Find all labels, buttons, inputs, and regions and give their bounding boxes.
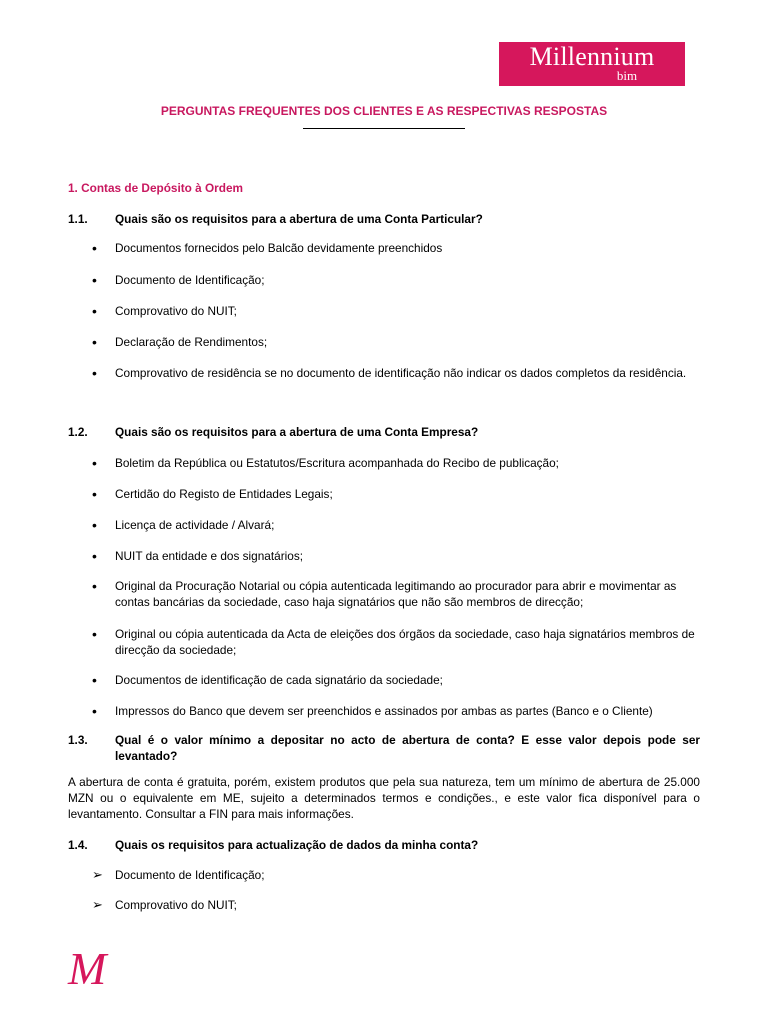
- bullet-icon: •: [92, 672, 97, 688]
- list-item: NUIT da entidade e dos signatários;: [115, 549, 303, 563]
- bullet-icon: •: [92, 578, 97, 594]
- list-item: Documento de Identificação;: [115, 273, 265, 287]
- bullet-icon: •: [92, 303, 97, 319]
- arrow-bullet-icon: ➢: [92, 867, 103, 882]
- logo-brand-text: Millennium: [529, 42, 655, 71]
- page-title: PERGUNTAS FREQUENTES DOS CLIENTES E AS RESPECTIVAS RESPOSTAS: [160, 104, 608, 118]
- question-text: Quais são os requisitos para a abertura de uma Conta Empresa?: [115, 425, 479, 439]
- question-number: 1.2.: [68, 425, 88, 439]
- list-item: Boletim da República ou Estatutos/Escritura acompanhada do Recibo de publicação;: [115, 456, 559, 470]
- list-item: Declaração de Rendimentos;: [115, 335, 268, 349]
- bullet-icon: •: [92, 334, 97, 350]
- list-item: Comprovativo do NUIT;: [115, 304, 237, 318]
- list-item: Original da Procuração Notarial ou cópia autenticada legitimando ao procurador para abrir e movimentar as contas bancárias da sociedade, caso haja signatários que não são membros de direcção;: [115, 579, 677, 609]
- answer-paragraph: A abertura de conta é gratuita, porém, existem produtos que pela sua natureza, tem um mínimo de abertura de 25.000 MZN ou o equivalente em ME, sujeito a determinados termos e condições., e este valor fica disponível para o levantamento. Consultar a FIN para mais informações.: [68, 775, 700, 821]
- list-item: Certidão do Registo de Entidades Legais;: [115, 487, 333, 501]
- question-number: 1.4.: [68, 838, 88, 852]
- list-item: Documentos de identificação de cada signatário da sociedade;: [115, 673, 443, 687]
- arrow-bullet-icon: ➢: [92, 897, 103, 912]
- section-heading: 1. Contas de Depósito à Ordem: [68, 181, 244, 195]
- bullet-icon: •: [92, 486, 97, 502]
- title-underline: [303, 128, 465, 129]
- question-text: Quais os requisitos para actualização de dados da minha conta?: [115, 838, 479, 852]
- bullet-icon: •: [92, 240, 97, 256]
- bullet-icon: •: [92, 626, 97, 642]
- list-item: Comprovativo do NUIT;: [115, 898, 237, 912]
- list-item: Documento de Identificação;: [115, 868, 265, 882]
- list-item: Original ou cópia autenticada da Acta de eleições dos órgãos da sociedade, caso haja signatários membros de direcção da sociedade;: [115, 627, 695, 657]
- list-item: Comprovativo de residência se no documento de identificação não indicar os dados completos da residência.: [115, 366, 687, 380]
- bullet-icon: •: [92, 517, 97, 533]
- bullet-icon: •: [92, 365, 97, 381]
- millennium-bim-logo: [499, 42, 685, 86]
- question-text: Qual é o valor mínimo a depositar no acto de abertura de conta? E esse valor depois pode ser levantado?: [115, 733, 700, 763]
- question-number: 1.3.: [68, 733, 88, 747]
- question-text: Quais são os requisitos para a abertura de uma Conta Particular?: [115, 212, 483, 226]
- millennium-m-logo-icon: M: [68, 943, 107, 994]
- logo-sub-text: bim: [616, 68, 638, 83]
- list-item: Licença de actividade / Alvará;: [115, 518, 275, 532]
- list-item: Documentos fornecidos pelo Balcão devidamente preenchidos: [115, 241, 443, 255]
- bullet-icon: •: [92, 455, 97, 471]
- bullet-icon: •: [92, 703, 97, 719]
- question-number: 1.1.: [68, 212, 88, 226]
- bullet-icon: •: [92, 272, 97, 288]
- list-item: Impressos do Banco que devem ser preenchidos e assinados por ambas as partes (Banco e o Cliente): [115, 704, 653, 718]
- bullet-icon: •: [92, 548, 97, 564]
